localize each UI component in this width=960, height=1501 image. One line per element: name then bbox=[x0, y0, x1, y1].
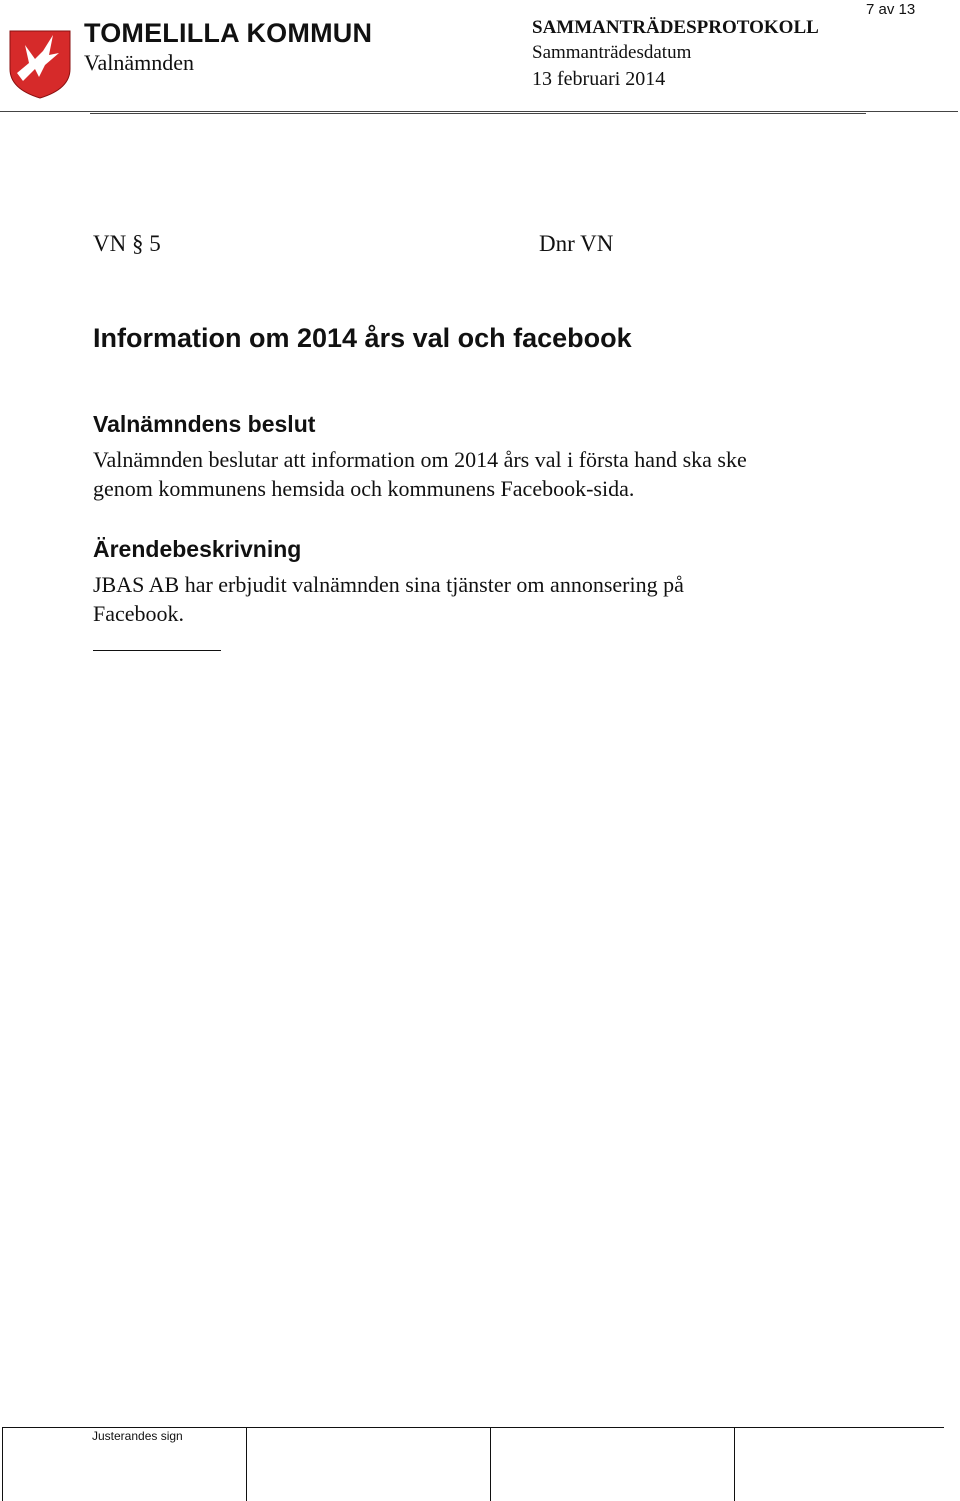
decision-heading: Valnämndens beslut bbox=[93, 411, 316, 437]
signature-cell bbox=[246, 1428, 490, 1501]
decision-line: Valnämnden beslutar att information om 2014 års val i första hand ska ske bbox=[93, 447, 747, 472]
page-indicator: 7 av 13 bbox=[866, 1, 916, 18]
description-line: Facebook. bbox=[93, 601, 185, 626]
description-line: JBAS AB har erbjudit valnämnden sina tjänster om annonsering på bbox=[93, 572, 684, 597]
municipality-crest-icon bbox=[9, 29, 71, 99]
header-divider-inner bbox=[90, 113, 866, 114]
description-text bbox=[93, 570, 793, 628]
meeting-date-label: Sammanträdesdatum bbox=[532, 42, 692, 63]
paragraph-number: VN § 5 bbox=[93, 231, 161, 256]
department-name: Valnämnden bbox=[84, 50, 194, 75]
decision-line: genom kommunens hemsida och kommunens Facebook-sida. bbox=[93, 476, 635, 501]
section-end-rule bbox=[93, 650, 221, 651]
decision-text bbox=[93, 445, 853, 503]
organization-name: TOMELILLA KOMMUN bbox=[84, 18, 373, 48]
signature-cell bbox=[734, 1428, 944, 1501]
document-type: SAMMANTRÄDESPROTOKOLL bbox=[532, 17, 819, 38]
signature-cell bbox=[490, 1428, 734, 1501]
signature-label: Justerandes sign bbox=[92, 1429, 183, 1443]
case-number: Dnr VN bbox=[539, 231, 614, 256]
item-title: Information om 2014 års val och facebook bbox=[93, 323, 632, 353]
description-heading: Ärendebeskrivning bbox=[93, 536, 302, 562]
header-divider bbox=[0, 111, 958, 112]
meeting-date-value: 13 februari 2014 bbox=[532, 68, 666, 90]
